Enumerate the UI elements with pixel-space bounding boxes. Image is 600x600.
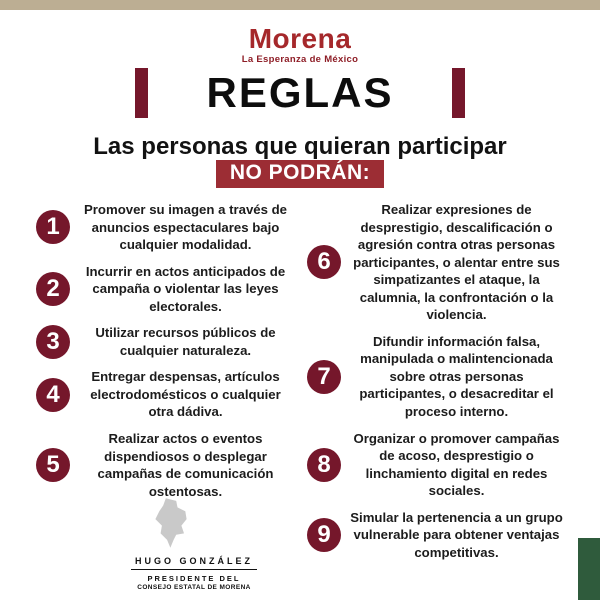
rule-number-badge: 7 — [307, 360, 341, 394]
top-tan-bar — [0, 0, 600, 10]
chihuahua-state-map-icon — [150, 497, 192, 549]
rule-text: Simular la pertenencia a un grupo vulnerable para obtener ventajas competitivas. — [350, 509, 563, 560]
rule-number-badge: 6 — [307, 245, 341, 279]
rule-text: Utilizar recursos públicos de cualquier naturaleza. — [95, 325, 276, 358]
rule-text: Promover su imagen a través de anuncios espectaculares bajo cualquier modalidad. — [83, 202, 288, 253]
brand-name: Morena — [248, 23, 352, 54]
rule-item-4 — [36, 368, 295, 421]
rule-number-badge: 2 — [36, 272, 70, 306]
rule-text: Incurrir en actos anticipados de campaña o violentar las leyes electorales. — [85, 263, 286, 314]
rule-item-8 — [307, 430, 566, 500]
brand-logo — [0, 25, 600, 65]
rule-item-6 — [307, 201, 566, 324]
page-title: REGLAS — [206, 69, 394, 116]
rule-text: Organizar o promover campañas de acoso, desprestigio o linchamiento digital en redes sociales. — [353, 430, 560, 499]
rules-column-right — [307, 201, 566, 570]
corner-green-block — [578, 538, 600, 600]
rules-columns — [36, 201, 566, 570]
rule-item-2 — [36, 263, 295, 316]
rule-item-1 — [36, 201, 295, 254]
rule-number-badge: 5 — [36, 448, 70, 482]
rule-number-badge: 8 — [307, 448, 341, 482]
signature-block — [116, 551, 272, 591]
rule-item-5 — [36, 430, 295, 500]
title-right-bar — [452, 68, 465, 118]
rule-number-badge: 1 — [36, 210, 70, 244]
rule-item-3 — [36, 324, 295, 359]
banner-wrap — [0, 160, 600, 188]
brand-tagline: La Esperanza de México — [241, 54, 359, 65]
rule-text: Realizar actos o eventos dispendiosos o desplegar campañas de comunicación ostentosas. — [97, 431, 274, 499]
rule-text: Difundir información falsa, manipulada o malintencionada sobre otras personas participantes, o desacreditar el proceso interno. — [359, 333, 554, 420]
rule-item-7 — [307, 333, 566, 421]
rule-number-badge: 9 — [307, 518, 341, 552]
title-left-bar — [135, 68, 148, 118]
signature-role-line1: PRESIDENTE DEL — [147, 574, 241, 583]
rule-text: Realizar expresiones de desprestigio, descalificación o agresión contra otras personas participantes, o alentar entre sus simpatizantes el ataque, la calumnia, la confrontación o la violencia. — [353, 202, 560, 323]
no-podran-banner: NO PODRÁN: — [216, 160, 384, 188]
signature-name: HUGO GONZÁLEZ — [131, 556, 257, 570]
signature-role-line2: CONSEJO ESTATAL DE MORENA — [137, 584, 251, 591]
rule-number-badge: 4 — [36, 378, 70, 412]
rule-text: Entregar despensas, artículos electrodomésticos o cualquier otra dádiva. — [90, 369, 281, 420]
subtitle: Las personas que quieran participar — [93, 133, 507, 160]
rule-number-badge: 3 — [36, 325, 70, 359]
title-row — [0, 68, 600, 118]
rule-item-9 — [307, 509, 566, 562]
